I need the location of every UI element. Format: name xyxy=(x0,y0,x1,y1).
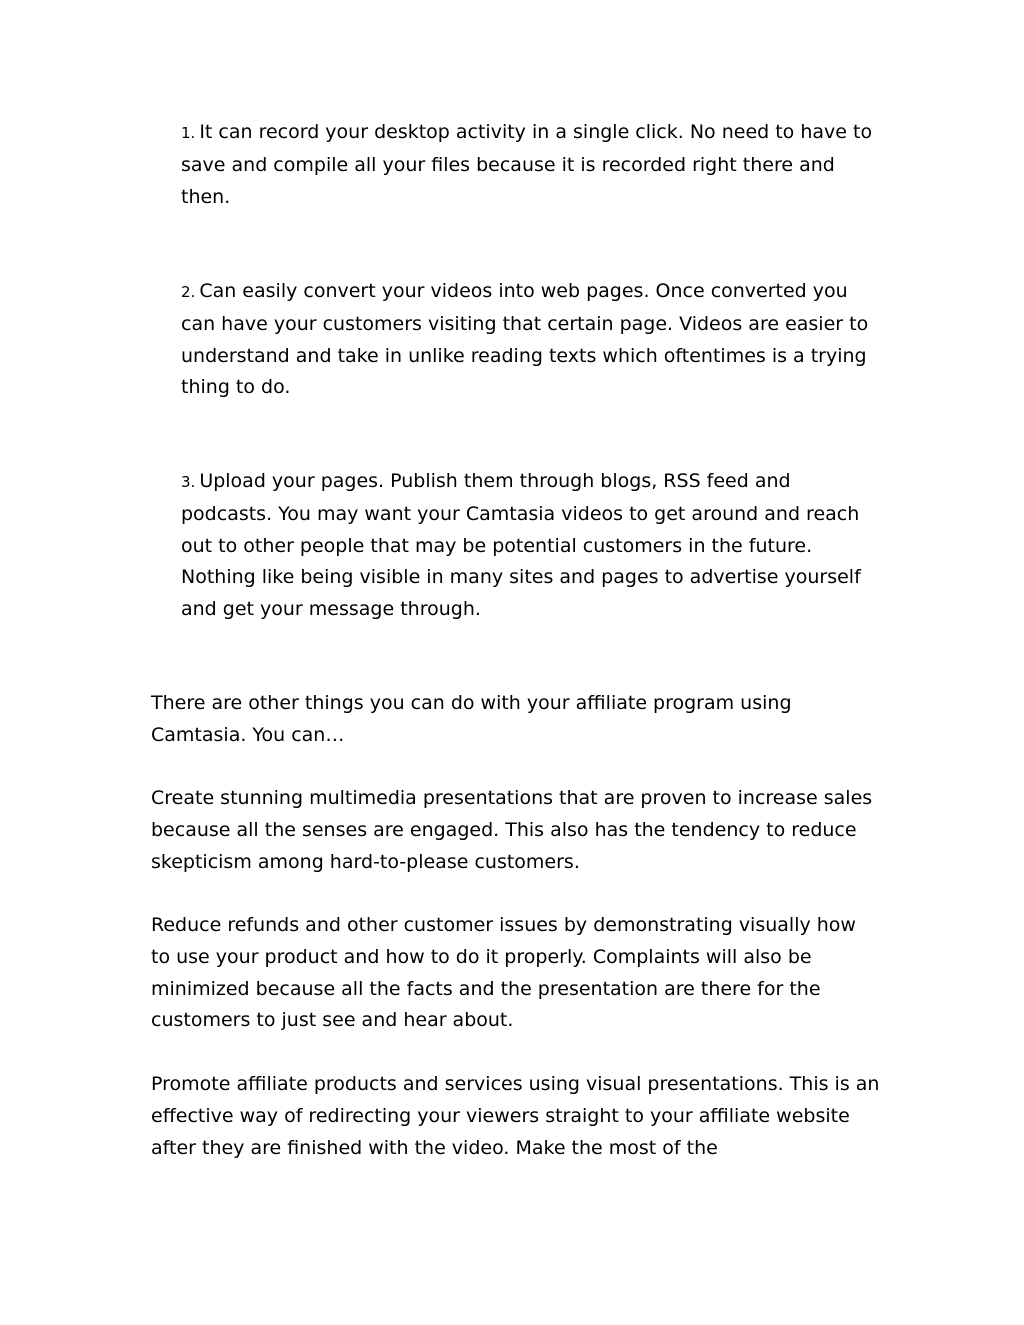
list-number: 3. xyxy=(181,473,196,491)
list-item xyxy=(181,276,881,404)
paragraph: Create stunning multimedia presentations that are proven to increase sales because all the senses are engaged. This also has the tendency to reduce skepticism among hard-to-please customers. xyxy=(151,787,873,873)
paragraph: Reduce refunds and other customer issues by demonstrating visually how to use your product and how to do it properly. Complaints will also be minimized because all the facts and the presentation are there for the customers to just see and hear about. xyxy=(151,914,856,1032)
list-item xyxy=(181,466,881,626)
list-item-text: Upload your pages. Publish them through blogs, RSS feed and podcasts. You may want your Camtasia videos to get around and reach out to other people that may be potential customers in the future. Nothing like being visible in many sites and pages to advertise yourself and get your message through. xyxy=(181,470,861,621)
list-number: 2. xyxy=(181,283,196,301)
list-item-text: Can easily convert your videos into web pages. Once converted you can have your customers visiting that certain page. Videos are easier to understand and take in unlike reading texts which oftentimes is a trying thing to do. xyxy=(181,280,869,399)
paragraph: Promote affiliate products and services using visual presentations. This is an effective way of redirecting your viewers straight to your affiliate website after they are finished with the video. Make the most of the xyxy=(151,1073,880,1159)
intro-paragraph: There are other things you can do with your affiliate program using Camtasia. You can… xyxy=(151,692,792,746)
list-item xyxy=(181,117,881,213)
list-item-text: It can record your desktop activity in a single click. No need to have to save and compile all your files because it is recorded right there and then. xyxy=(181,121,873,208)
list-number: 1. xyxy=(181,124,196,142)
